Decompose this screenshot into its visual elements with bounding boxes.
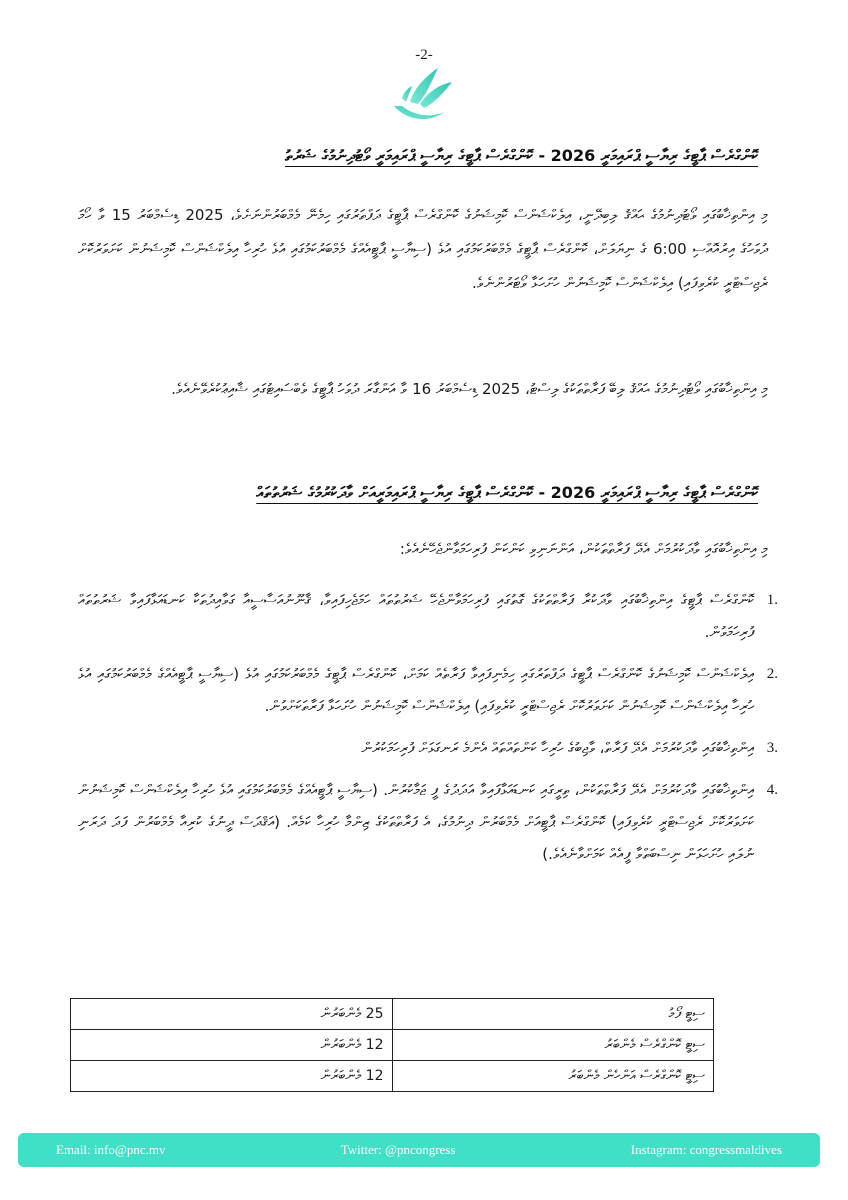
fee-label-cell: ސިޓީ ކޮންގްރެސް މެންބަރު <box>392 1030 714 1061</box>
list-item <box>78 774 778 870</box>
table-row <box>71 1061 714 1092</box>
list-number: 4. <box>766 782 778 798</box>
page-number: -2- <box>415 47 433 63</box>
paragraph-candidate-intro: މި އިންތިޚާބުގައި ވާދަކުރުމަށް އެދޭ ފަރާތްތަކުން، އަންނަނިވި ކަންކަން ފުރިހަމަވާންޖެހޭނެއެވެ: <box>399 540 768 558</box>
table-row <box>71 1030 714 1061</box>
footer-bar <box>18 1133 820 1167</box>
table-row <box>71 999 714 1030</box>
list-number: 3. <box>766 740 778 756</box>
fee-label-cell: ސިޓީ ކޮންގްރެސް އަންހެން މެންބަރު <box>392 1061 714 1092</box>
fee-label-cell: ސިޓީ ފޯމު <box>392 999 714 1030</box>
dove-logo-icon <box>388 62 460 134</box>
list-item-text: އިލެކްޝަންސް ކޮމިޝަނުގެ ކޮންގްރެސް ޕާޓީގެ ދަފްތަރުގައި ހިމެނިފައިވާ ފަރާތެއް ކަމަށް، ކޮންގްރެސް ޕާޓީގެ މެމްބަރުކަމުގައި އުޅެ (ސިޔާސީ ޕާޓީއެއްގެ މެމްބަރުކަމުގައި އުޅެ ހުރިހާ އިލެކްޝަންސް ކޮމިޝަނުން ކަށަވަރުކޮށް ރެޖިސްޓްރީ ކުރެވިފައި) އިލެކްޝަންސް ކޮމިޝަނުން ހުށަހަޅާ ފަރާތަކަށްވުން. <box>78 665 754 715</box>
footer-email-link[interactable]: Email: info@pnc.mv <box>56 1142 166 1157</box>
list-item-text: އިންތިޚާބުގައި ވާދަކުރުމަށް އެދޭ ފަރާތް، ވާޖިބުގެ ހުރިހާ ކަންތައްތައް އެންމެ ރަނގަޅަށް ފުރިހަމަކުރުން <box>361 739 754 757</box>
list-item-text: އިންތިޚާބުގައި ވާދަކުރުމަށް އެދޭ ފަރާތްތަކުން، ތިރީގައި ކަނޑައަޅާފައިވާ އަދަދުގެ ފީ ޖަމާކުރުން. (ސިޔާސީ ޕާޓީއެއްގެ މެމްބަރުކަމުގައި އުޅެ ހުރިހާ އިލެކްޝަންސް ކޮމިޝަނުން ކަށަވަރުކޮށް ރެޖިސްޓްރީ ކުރެވިފައި) ކޮންގްރެސް ޕާޓީއަށް މެމްބަރުން ދިނުމުގެ، އެ ފަރާތްތަކުގެ ޒިންމާ ހުރިހާ ކަމެއް. (އަޤްދަސް ދީނުގެ ކުރިއާ މެމްބަރުން ފަދަ ދަރަނި ނުލައި ހުށަހަޅަން ނިސްބަތްވާ ފީއެއް ކަމަށްވާނެއެވެ.) <box>78 781 754 863</box>
section-heading-voting-eligibility: ކޮންގްރެސް ޕާޓީގެ ރިޔާސީ ޕްރައިމަރީ 2026 - ކޮންގްރެސް ޕާޓީގެ ރިޔާސީ ޕްރައިމަރީ ވޯޓުދިނުމުގެ ޝަރުތު <box>285 146 758 165</box>
section-heading-candidate-requirements: ކޮންގްރެސް ޕާޓީގެ ރިޔާސީ ޕްރައިމަރީ 2026 - ކޮންގްރެސް ޕާޓީގެ ރިޔާސީ ޕްރައިމަރީއަށް ވާދަކުރުމުގެ ޝަރުތުތައް <box>256 483 758 502</box>
paragraph-voting-eligibility: މި އިންތިޚާބުގައި ވޯޓުދިނުމުގެ ޙައްޤު ލިބިދޭނީ، އިލެކްޝަންސް ކޮމިޝަނުގެ ކޮންގްރެސް ޕާޓީގެ ދަފްތަރުގައި ހިމެނޭ މެމްބަރުންނަށެވެ، 2025 ޑިސެމްބަރު 15 ވާ ހޯމަ ދުވަހުގެ އިރުއޮއްސި 6:00 ގެ ނިޔަލަށް، ކޮންގްރެސް ޕާޓީގެ މެމްބަރުކަމުގައި އުޅެ (ސިޔާސީ ޕާޓީއެއްގެ މެމްބަރުކަމުގައި އުޅެ ހުރިހާ އިލެކްޝަންސް ކޮމިޝަނުން ކަށަވަރުކޮށް ރެޖިސްޓްރީ ކުރެވިފައި) އިލެކްޝަންސް ކޮމިޝަނުން ހުށަހަޅާ ވޯޓަރުންނެވެ. <box>78 206 769 292</box>
list-item <box>78 584 778 648</box>
list-number: 1. <box>766 592 778 608</box>
footer-instagram-link[interactable]: Instagram: congressmaldives <box>630 1142 782 1157</box>
fee-amount-cell: 25 މެންބަރުން <box>71 999 393 1030</box>
list-item <box>78 658 778 722</box>
list-number: 2. <box>766 666 778 682</box>
requirements-list <box>78 584 778 880</box>
fee-amount-cell: 12 މެންބަރުން <box>71 1061 393 1092</box>
fees-table <box>70 998 714 1092</box>
list-item-text: ކޮންގްރެސް ޕާޓީގެ އިންތިޚާބުގައި ވާދަކުރާ ފަރާތްތަކުގެ ގޮތުގައި ފުރިހަމަވާންޖެހޭ ޝަރުތުތައް ހަމަޖެހިފައިވާ، ޤާނޫނުއަސާސީއާ ގަވާއިދުތަކާ ކަނޑައަޅާފައިވާ ޝަރުތުތައް ފުރިހަމަވުން. <box>78 591 754 641</box>
fee-amount-cell: 12 މެންބަރުން <box>71 1030 393 1061</box>
paragraph-voter-list: މި އިންތިޚާބުގައި ވޯޓުދިނުމުގެ ޙައްޤު ލިބޭ ފަރާތްތަކުގެ ލިސްޓު، 2025 ޑިސެމްބަރު 16 ވާ އަންގާރަ ދުވަހު ޕާޓީގެ ވެބްސައިޓުގައި ޝާއިޢުކުރެވޭނެއެވެ. <box>171 380 768 398</box>
list-item <box>78 732 778 764</box>
footer-twitter-link[interactable]: Twitter: @pncongress <box>340 1142 456 1157</box>
